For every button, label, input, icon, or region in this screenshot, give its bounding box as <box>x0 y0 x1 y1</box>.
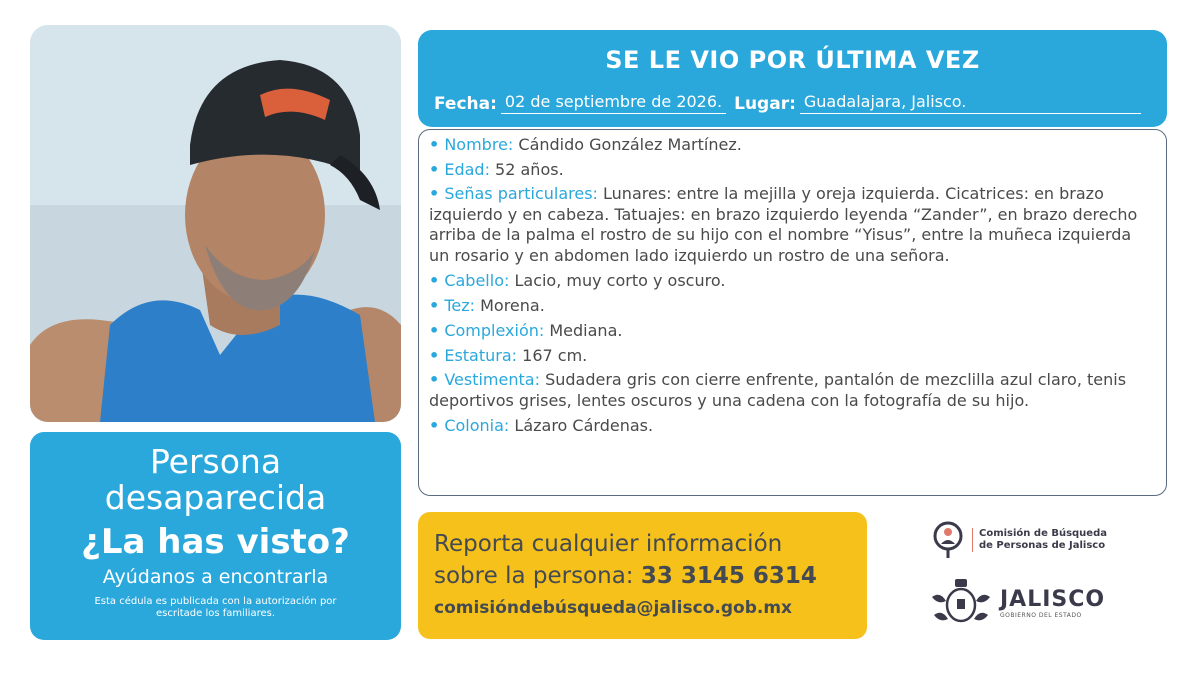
detail-item-marks: • Señas particulares: Lunares: entre la mejilla y oreja izquierda. Cicatrices: en brazo izquierdo y en cabeza. Tatuajes: en brazo izquierdo leyenda “Zander”, en brazo derecho arriba de la palma el rostro de su hijo con el nombre “Yisus”, entre la muñeca izquierda un rosario y en abdomen lado izquierdo un rostro de una señora. <box>429 184 1138 265</box>
date-label: Fecha: <box>434 94 497 114</box>
place-label: Lugar: <box>734 94 796 114</box>
commission-name-line-2: de Personas de Jalisco <box>979 540 1106 551</box>
person-portrait-illustration <box>30 25 401 422</box>
detail-item-clothing: • Vestimenta: Sudadera gris con cierre enfrente, pantalón de mezclilla azul claro, tenis deportivos grises, lentes oscuros y una cadena con la fotografía de su hijo. <box>429 370 1127 410</box>
last-seen-header <box>418 30 1167 127</box>
magnifier-person-icon <box>930 520 966 560</box>
report-box <box>418 512 867 639</box>
title-line-2: desaparecida <box>104 478 327 517</box>
authorization-note: Esta cédula es publicada con la autorización por escritade los familiares. <box>94 596 337 619</box>
missing-person-photo <box>30 25 401 422</box>
question-heading: ¿La has visto? <box>81 522 350 562</box>
detail-item-name: • Nombre: Cándido González Martínez. <box>429 135 742 154</box>
help-text: Ayúdanos a encontrarla <box>102 566 329 588</box>
commission-name-line-1: Comisión de Búsqueda <box>979 528 1107 539</box>
missing-person-card <box>30 432 401 640</box>
state-subtitle: GOBIERNO DEL ESTADO <box>1000 612 1082 619</box>
detail-item-build: • Complexión: Mediana. <box>429 321 623 340</box>
report-line-2 <box>434 560 867 592</box>
report-phone[interactable]: 33 3145 6314 <box>640 563 817 589</box>
report-line-1: Reporta cualquier información <box>434 531 783 557</box>
report-email[interactable]: comisióndebúsqueda@jalisco.gob.mx <box>434 598 792 618</box>
detail-item-height: • Estatura: 167 cm. <box>429 346 588 365</box>
date-value: 02 de septiembre de 2026. <box>501 92 726 114</box>
report-prefix: sobre la persona: <box>434 563 641 589</box>
commission-name <box>972 528 1107 552</box>
header-title: SE LE VIO POR ÚLTIMA VEZ <box>605 46 980 74</box>
place-value: Guadalajara, Jalisco. <box>800 92 1141 114</box>
commission-logo <box>930 520 1107 560</box>
state-name: JALISCO <box>1000 587 1106 612</box>
last-seen-row <box>434 92 1149 114</box>
detail-item-age: • Edad: 52 años. <box>429 160 564 179</box>
detail-item-hair: • Cabello: Lacio, muy corto y oscuro. <box>429 271 726 290</box>
card-title <box>30 432 401 516</box>
jalisco-coat-of-arms-icon <box>928 575 994 631</box>
person-details-list <box>418 129 1167 496</box>
detail-item-complexion-tone: • Tez: Morena. <box>429 296 545 315</box>
detail-item-neighborhood: • Colonia: Lázaro Cárdenas. <box>429 416 654 435</box>
title-line-1: Persona <box>149 442 282 481</box>
jalisco-text <box>1000 587 1105 619</box>
jalisco-logo <box>928 575 1105 631</box>
